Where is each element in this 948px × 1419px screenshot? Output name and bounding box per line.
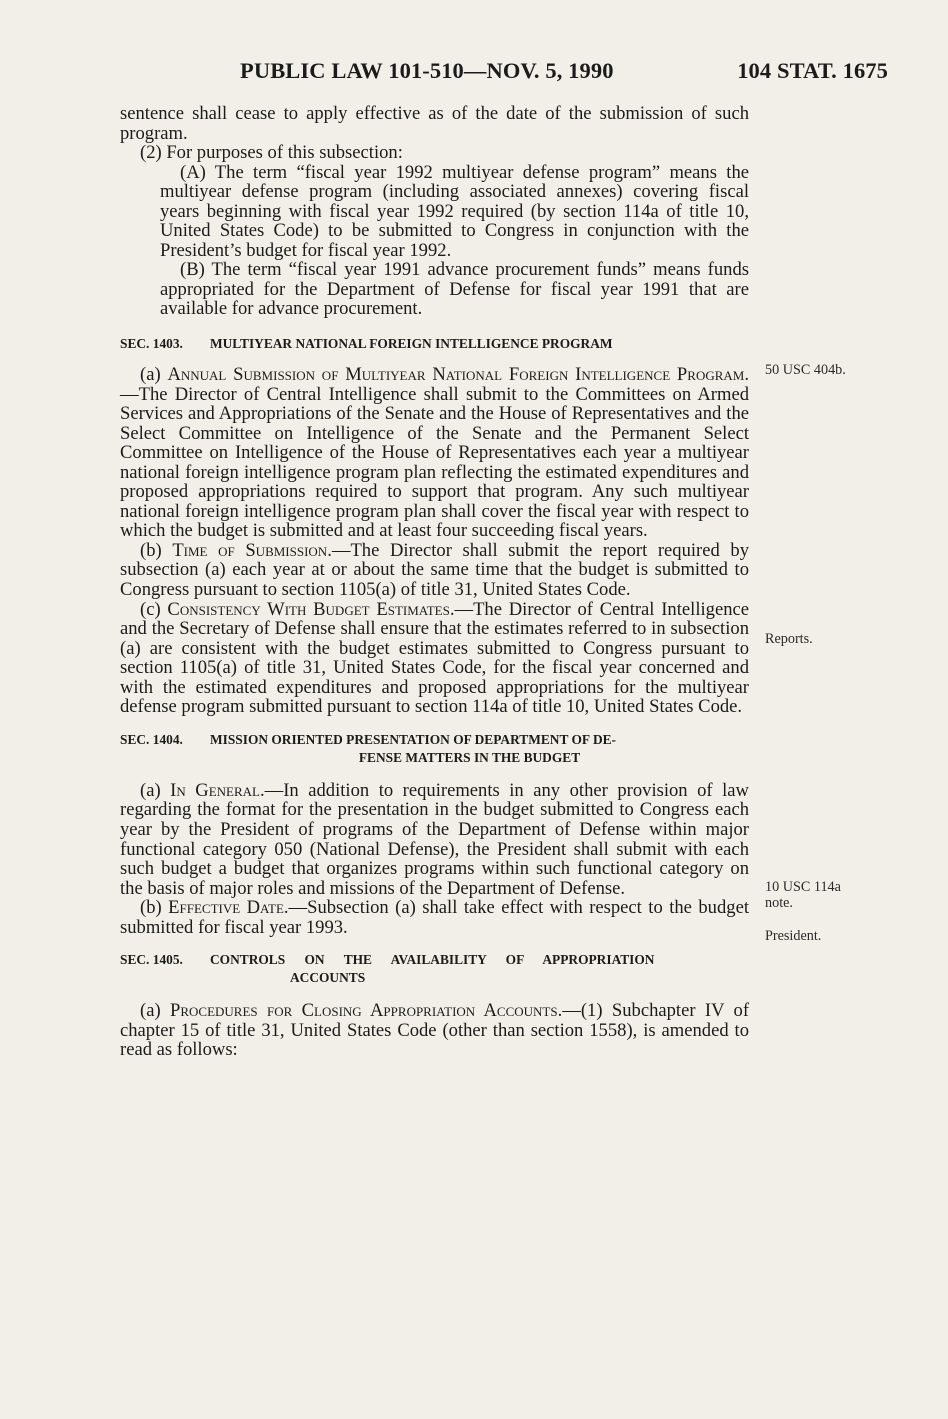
subsection-label: (b) (140, 897, 162, 919)
subsection-text: —(1) Subchapter IV of chapter 15 of title 31, United States Code (other than section 1558), is amended to read as follows: (120, 1000, 750, 1061)
section-title-line-1: MISSION ORIENTED PRESENTATION OF DEPARTMENT OF DE- (210, 731, 617, 747)
margin-note-usc-114a (765, 879, 865, 911)
subsection-heading: Consistency With Budget Estimates. (167, 598, 455, 620)
subparagraph-a: (A) The term “fiscal year 1992 multiyear defense program” means the multiyear defense program (including associated annexes) covering fiscal years beginning with fiscal year 1992 required (by section 114a of title 10, United States Code) to be submitted to Congress in conjunction with the President’s budget for fiscal year 1992. (160, 161, 749, 261)
section-1405-heading (120, 951, 749, 987)
subsection-a (120, 365, 749, 541)
subsection-label: (a) (140, 364, 161, 386)
continuation-paragraph: sentence shall cease to apply effective as of the date of the submission of such program. (120, 103, 749, 144)
subsection-label: (a) (140, 779, 161, 801)
section-title-line-1: CONTROLS ON THE AVAILABILITY OF APPROPRIATION (210, 952, 655, 968)
subparagraph-b: (B) The term “fiscal year 1991 advance procurement funds” means funds appropriated for the Department of Defense for fiscal year 1991 that are available for advance procurement. (160, 259, 749, 320)
subsection-heading: Procedures for Closing Appropriation Accounts. (170, 1000, 563, 1022)
subsection-text: —Subsection (a) shall take effect with respect to the budget submitted for fiscal year 1993. (120, 897, 749, 938)
subsection-a (120, 781, 749, 898)
margin-note-line-2: note. (765, 895, 793, 911)
section-1404-heading (120, 731, 749, 767)
subsection-text: —The Director of Central Intelligence and the Secretary of Defense shall ensure that the estimates referred to in subsection (a) are consistent with the budget estimates submitted to Congress pursuant to section 1105(a) of title 31, United States Code, for the fiscal year concerned and with the estimated expenditures and proposed appropriations for the multiyear defense program submitted pursuant to section 114a of title 10, United States Code. (120, 598, 749, 718)
subsection-c (120, 600, 749, 717)
margin-note-line-1: 10 USC 114a (765, 879, 841, 895)
subsection-heading: Time of Submission. (172, 539, 332, 561)
document-body (120, 104, 749, 1060)
section-1403-heading (120, 335, 749, 353)
subsection-label: (a) (140, 1000, 161, 1022)
subsection-text: —The Director of Central Intelligence shall submit to the Committees on Armed Services and Appropriations of the Senate and the House of Representatives and the Select Committee on Intelligence of the Senate and the Permanent Select Committee on Intelligence of the House of Representatives each year a multiyear national foreign intelligence program plan reflecting the estimated expenditures and proposed appropriations required to support that program. Any such multiyear national foreign intelligence program plan shall cover the fiscal year with respect to which the budget is submitted and at least four succeeding fiscal years. (120, 383, 749, 542)
subsection-text: —The Director shall submit the report required by subsection (a) each year at or about the same time that the budget is submitted to Congress pursuant to section 1105(a) of title 31, United States Code. (120, 539, 749, 601)
subsection-label: (c) (140, 598, 161, 620)
section-title: MULTIYEAR NATIONAL FOREIGN INTELLIGENCE PROGRAM (210, 336, 613, 352)
subsection-b (120, 541, 749, 600)
public-law-citation: PUBLIC LAW 101-510—NOV. 5, 1990 (240, 58, 614, 83)
subsection-text: —In addition to requirements in any other provision of law regarding the format for the presentation in the budget submitted to Congress each year by the President of programs of the Department of Defense within major functional category 050 (National Defense), the President shall submit with each such budget a budget that organizes programs within such functional category on the basis of major roles and missions of the Department of Defense. (120, 779, 749, 899)
paragraph-2-intro: (2) For purposes of this subsection: (140, 142, 403, 164)
section-number: SEC. 1403. (120, 336, 183, 352)
subsection-a (120, 1001, 749, 1060)
subsection-b (120, 898, 749, 937)
section-title (210, 731, 749, 767)
margin-note-usc-404b: 50 USC 404b. (765, 362, 846, 378)
statute-page-number: 104 STAT. 1675 (737, 58, 888, 83)
margin-note-president: President. (765, 928, 822, 944)
section-title (210, 951, 749, 987)
subsection-heading: In General. (170, 779, 265, 801)
subsection-heading: Annual Submission of Multiyear National Foreign Intelligence Program. (167, 364, 749, 386)
subsection-heading: Effective Date. (168, 897, 289, 919)
section-title-line-2: ACCOUNTS (290, 970, 366, 986)
margin-note-reports: Reports. (765, 631, 813, 647)
subsection-label: (b) (140, 539, 162, 561)
section-number: SEC. 1405. (120, 952, 183, 968)
section-title-line-2: FENSE MATTERS IN THE BUDGET (358, 749, 581, 765)
running-header (240, 58, 888, 88)
section-number: SEC. 1404. (120, 731, 183, 747)
